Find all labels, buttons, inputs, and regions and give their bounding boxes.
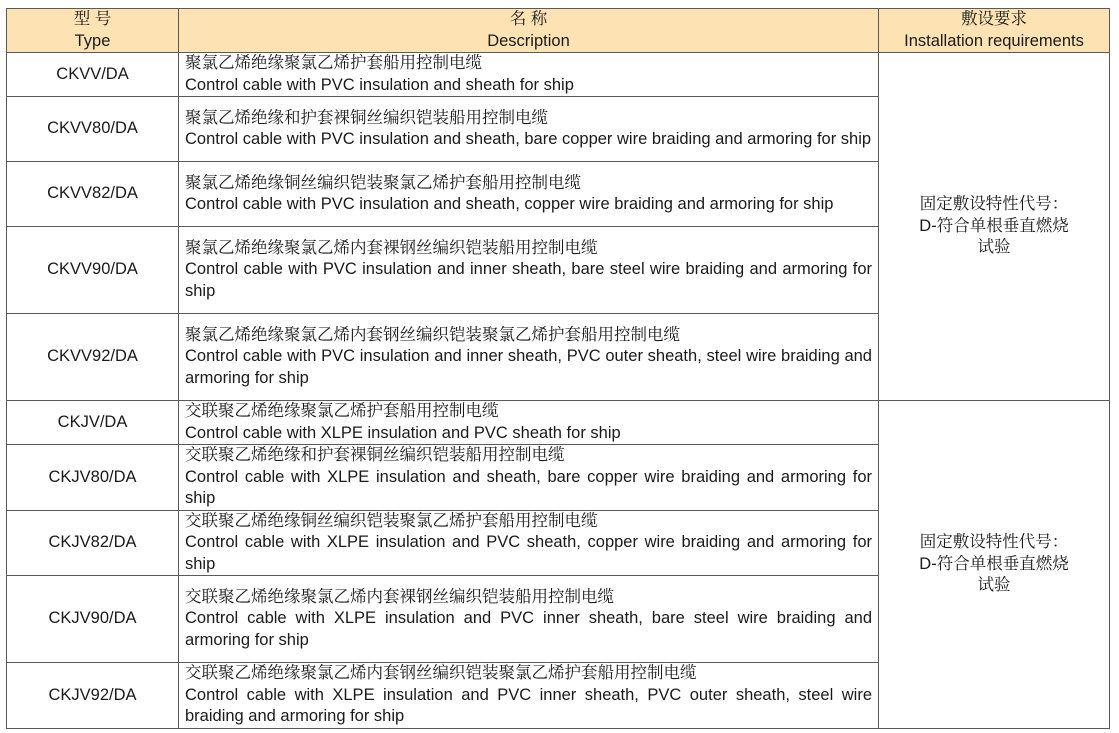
- cell-description: [179, 97, 879, 162]
- description-en: Control cable with PVC insulation and sheath, copper wire braiding and armoring for ship: [185, 195, 834, 213]
- cell-type: CKVV92/DA: [7, 314, 179, 401]
- cable-spec-table: [6, 8, 1110, 729]
- cell-type: CKJV80/DA: [7, 445, 179, 511]
- description-cn: 交联聚乙烯绝缘聚氯乙烯护套船用控制电缆: [185, 402, 499, 420]
- table-header-row: [7, 9, 1110, 53]
- cell-description: [179, 162, 879, 227]
- description-cn: 聚氯乙烯绝缘聚氯乙烯护套船用控制电缆: [185, 54, 482, 72]
- description-cn: 聚氯乙烯绝缘铜丝编织铠装聚氯乙烯护套船用控制电缆: [185, 173, 581, 192]
- cell-description: [179, 314, 879, 401]
- table-row: [7, 53, 1110, 97]
- cell-installation: [879, 53, 1110, 401]
- cell-type: CKVV90/DA: [7, 227, 179, 314]
- description-en: Control cable with PVC insulation and inner sheath, bare steel wire braiding and armoring for ship: [185, 260, 872, 300]
- installation-line: 固定敷设特性代号：: [919, 533, 1069, 551]
- header-desc-en: Description: [487, 31, 570, 50]
- cell-description: [179, 445, 879, 511]
- description-en: Control cable with XLPE insulation and sheath, bare copper wire braiding and armoring for ship: [185, 467, 872, 507]
- description-en: Control cable with PVC insulation and sheath for ship: [185, 75, 574, 94]
- cell-description: [179, 510, 879, 576]
- cell-type: CKVV/DA: [7, 53, 179, 97]
- description-cn: 交联聚乙烯绝缘和护套裸铜丝编织铠装船用控制电缆: [185, 446, 565, 464]
- header-installation: [879, 9, 1110, 53]
- header-type-cn: 型 号: [73, 10, 112, 28]
- cell-description: [179, 227, 879, 314]
- cell-description: [179, 401, 879, 445]
- description-en: Control cable with PVC insulation and inner sheath, PVC outer sheath, steel wire braiding and armoring for ship: [185, 347, 872, 387]
- description-en: Control cable with XLPE insulation and PVC inner sheath, PVC outer sheath, steel wire braiding and armoring for ship: [185, 685, 872, 725]
- cell-type: CKJV82/DA: [7, 510, 179, 576]
- header-type-en: Type: [74, 31, 111, 50]
- installation-line: 试验: [977, 238, 1011, 257]
- table-row: [7, 401, 1110, 445]
- description-cn: 交联聚乙烯绝缘聚氯乙烯内套钢丝编织铠装聚氯乙烯护套船用控制电缆: [185, 664, 697, 682]
- installation-line: 试验: [977, 576, 1011, 594]
- installation-line: 固定敷设特性代号：: [919, 195, 1069, 214]
- cell-type: CKJV90/DA: [7, 576, 179, 663]
- installation-line: D-符合单根垂直燃烧: [919, 216, 1069, 235]
- cell-description: [179, 53, 879, 97]
- description-en: Control cable with XLPE insulation and PVC sheath, copper wire braiding and armoring for ship: [185, 533, 872, 573]
- installation-line: D-符合单根垂直燃烧: [919, 554, 1069, 573]
- header-install-cn: 敷设要求: [961, 10, 1027, 28]
- description-cn: 聚氯乙烯绝缘和护套裸铜丝编织铠装船用控制电缆: [185, 108, 548, 127]
- description-en: Control cable with XLPE insulation and PVC sheath for ship: [185, 423, 621, 442]
- cell-type: CKVV80/DA: [7, 97, 179, 162]
- cell-description: [179, 663, 879, 729]
- description-cn: 交联聚乙烯绝缘铜丝编织铠装聚氯乙烯护套船用控制电缆: [185, 511, 598, 530]
- table-body: [7, 53, 1110, 729]
- cell-type: CKVV82/DA: [7, 162, 179, 227]
- cell-description: [179, 576, 879, 663]
- description-cn: 聚氯乙烯绝缘聚氯乙烯内套裸钢丝编织铠装船用控制电缆: [185, 238, 598, 257]
- header-description: [179, 9, 879, 53]
- header-desc-cn: 名 称: [509, 10, 548, 28]
- cell-installation: [879, 401, 1110, 729]
- header-install-en: Installation requirements: [904, 31, 1084, 50]
- description-en: Control cable with PVC insulation and sheath, bare copper wire braiding and armoring for ship: [185, 130, 872, 148]
- description-cn: 聚氯乙烯绝缘聚氯乙烯内套钢丝编织铠装聚氯乙烯护套船用控制电缆: [185, 325, 680, 344]
- cell-type: CKJV/DA: [7, 401, 179, 445]
- description-cn: 交联聚乙烯绝缘聚氯乙烯内套裸钢丝编织铠装船用控制电缆: [185, 587, 614, 606]
- cell-type: CKJV92/DA: [7, 663, 179, 729]
- header-type: [7, 9, 179, 53]
- description-en: Control cable with XLPE insulation and PVC inner sheath, bare steel wire braiding and armoring for ship: [185, 609, 872, 649]
